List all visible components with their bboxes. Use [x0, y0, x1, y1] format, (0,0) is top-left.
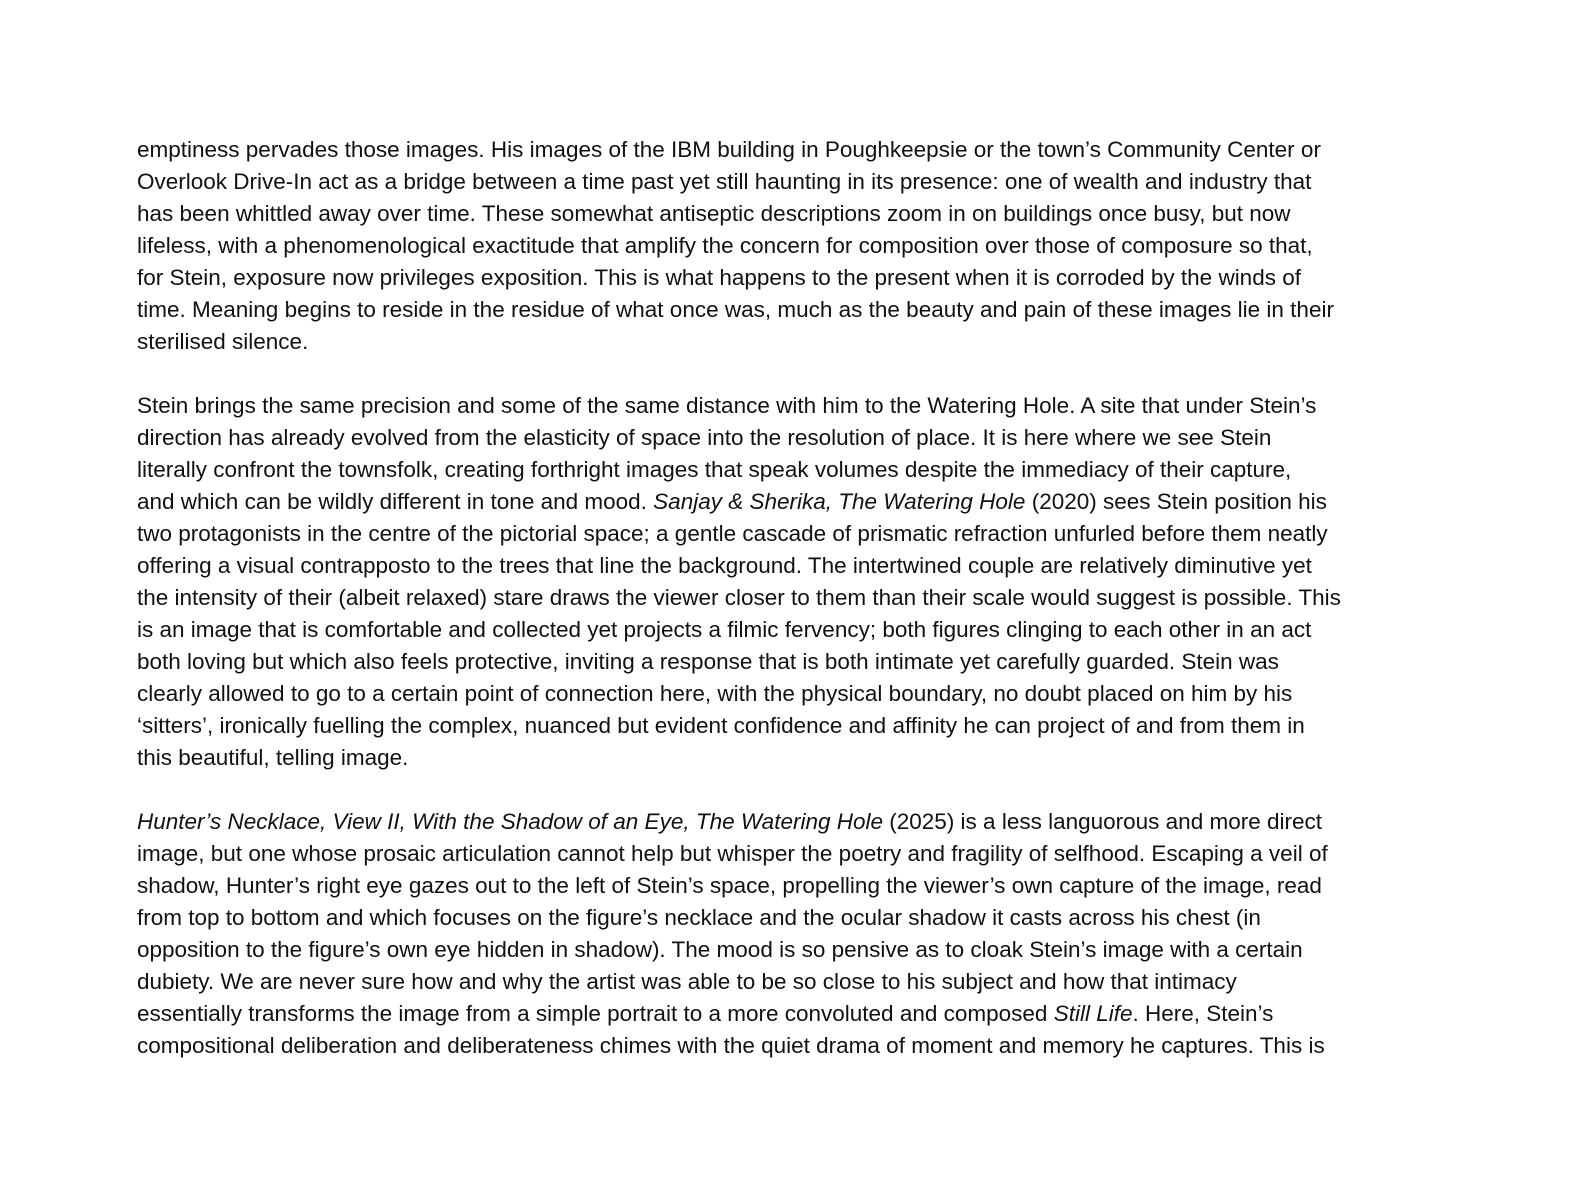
- text-line: is an image that is comfortable and collected yet projects a filmic fervency; both figures clinging to each other in an act: [137, 617, 1312, 642]
- text-line: lifeless, with a phenomenological exactitude that amplify the concern for composition over those of composure so that,: [137, 233, 1313, 258]
- text-line: Overlook Drive-In act as a bridge between a time past yet still haunting in its presence: one of wealth and industry that: [137, 169, 1312, 194]
- text-line: the intensity of their (albeit relaxed) stare draws the viewer closer to them than their scale would suggest is possible. This: [137, 585, 1341, 610]
- text-line: Stein brings the same precision and some of the same distance with him to the Watering Hole. A site that under Stein’s: [137, 393, 1317, 418]
- text-line: two protagonists in the centre of the pictorial space; a gentle cascade of prismatic refraction unfurled before them neatly: [137, 521, 1328, 546]
- text-run: (2020) sees Stein position his: [1025, 489, 1327, 514]
- paragraph-spacer: [137, 358, 1437, 390]
- text-line: this beautiful, telling image.: [137, 745, 409, 770]
- text-line: literally confront the townsfolk, creating forthright images that speak volumes despite the immediacy of their capture,: [137, 457, 1292, 482]
- text-line: dubiety. We are never sure how and why the artist was able to be so close to his subject and how that intimacy: [137, 969, 1237, 994]
- text-line: shadow, Hunter’s right eye gazes out to the left of Stein’s space, propelling the viewer’s own capture of the image, read: [137, 873, 1322, 898]
- paragraph-2: [137, 390, 1437, 774]
- artwork-title: Hunter’s Necklace, View II, With the Shadow of an Eye, The Watering Hole: [137, 809, 884, 834]
- paragraph-3: [137, 806, 1437, 1062]
- text-line: opposition to the figure’s own eye hidden in shadow). The mood is so pensive as to cloak Stein’s image with a certain: [137, 937, 1303, 962]
- text-run: essentially transforms the image from a simple portrait to a more convoluted and composed: [137, 1001, 1054, 1026]
- artwork-title: Still Life: [1053, 1001, 1133, 1026]
- paragraph-1: [137, 134, 1437, 358]
- text-run: and which can be wildly different in tone and mood.: [137, 489, 654, 514]
- text-line: for Stein, exposure now privileges exposition. This is what happens to the present when it is corroded by the winds of: [137, 265, 1301, 290]
- text-line: from top to bottom and which focuses on the figure’s necklace and the ocular shadow it casts across his chest (in: [137, 905, 1261, 930]
- text-line: time. Meaning begins to reside in the residue of what once was, much as the beauty and pain of these images lie in their: [137, 297, 1334, 322]
- text-line: [137, 998, 1437, 1030]
- text-line: emptiness pervades those images. His images of the IBM building in Poughkeepsie or the town’s Community Center or: [137, 137, 1321, 162]
- text-line: compositional deliberation and deliberateness chimes with the quiet drama of moment and memory he captures. This is: [137, 1033, 1325, 1058]
- text-line: has been whittled away over time. These somewhat antiseptic descriptions zoom in on buildings once busy, but now: [137, 201, 1291, 226]
- text-line: direction has already evolved from the elasticity of space into the resolution of place. It is here where we see Stein: [137, 425, 1272, 450]
- text-line: clearly allowed to go to a certain point of connection here, with the physical boundary, no doubt placed on him by his: [137, 681, 1293, 706]
- text-line: image, but one whose prosaic articulation cannot help but whisper the poetry and fragility of selfhood. Escaping a veil of: [137, 841, 1328, 866]
- text-run: . Here, Stein’s: [1132, 1001, 1274, 1026]
- text-line: [137, 806, 1437, 838]
- text-line: ‘sitters’, ironically fuelling the complex, nuanced but evident confidence and affinity he can project of and from them in: [137, 713, 1305, 738]
- document-page: [137, 134, 1437, 1062]
- artwork-title: Sanjay & Sherika, The Watering Hole: [653, 489, 1026, 514]
- text-line: offering a visual contrapposto to the trees that line the background. The intertwined couple are relatively diminutive yet: [137, 553, 1312, 578]
- text-line: sterilised silence.: [137, 329, 309, 354]
- paragraph-spacer: [137, 774, 1437, 806]
- text-run: (2025) is a less languorous and more direct: [883, 809, 1322, 834]
- text-line: both loving but which also feels protective, inviting a response that is both intimate yet carefully guarded. Stein was: [137, 649, 1279, 674]
- text-line: [137, 486, 1437, 518]
